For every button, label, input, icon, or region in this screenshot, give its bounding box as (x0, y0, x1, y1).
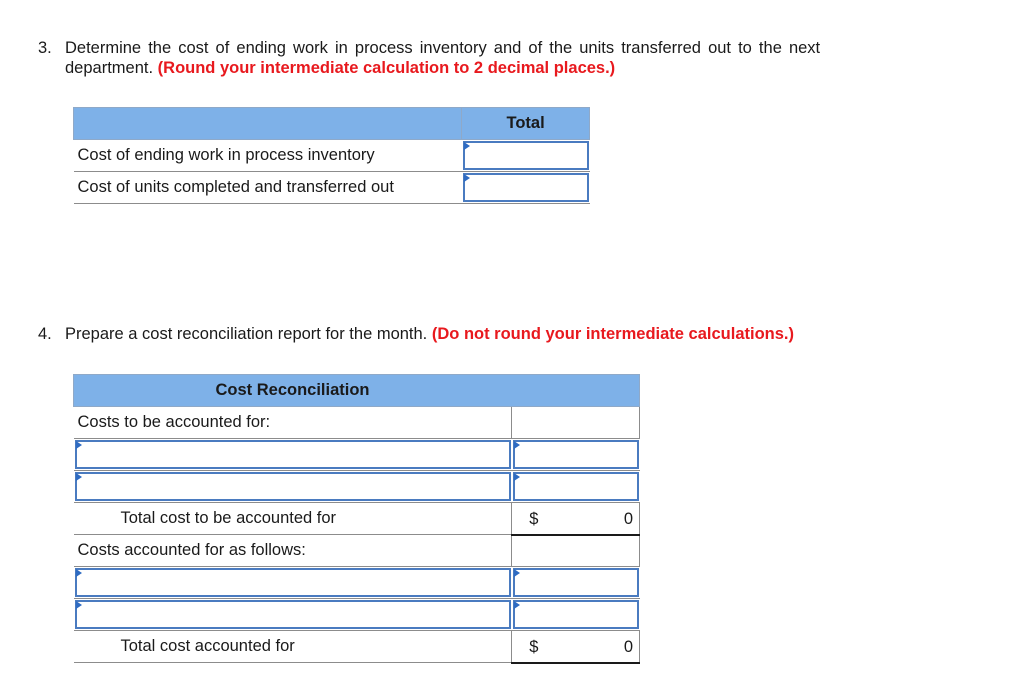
input-marker-icon (514, 441, 520, 449)
total-cost-accounted-amount: 0 (623, 638, 633, 656)
input-marker-icon (514, 473, 520, 481)
currency-symbol: $ (529, 510, 539, 528)
question-3 (38, 38, 938, 78)
input-cell-accounted-value-1 (512, 567, 640, 599)
input-cell-accounted-label-2 (74, 599, 512, 631)
table-row (74, 535, 640, 567)
table-row (74, 140, 590, 172)
cost-accounted-label-input-2[interactable] (75, 600, 511, 629)
total-cost-to-account-amount: 0 (623, 510, 633, 528)
question-3-line2 (38, 58, 938, 78)
question-3-instruction: (Round your intermediate calculation to 2 decimal places.) (157, 59, 616, 77)
total-cost-to-account-label: Total cost to be accounted for (74, 503, 512, 535)
table-row (74, 471, 640, 503)
table-row (74, 503, 640, 535)
input-marker-icon (76, 473, 82, 481)
table-row (74, 567, 640, 599)
section-label-costs-to-account: Costs to be accounted for: (74, 407, 512, 439)
section-label-costs-accounted: Costs accounted for as follows: (74, 535, 512, 567)
input-cell-cost-label-1 (74, 439, 512, 471)
cost-to-account-label-input-2[interactable] (75, 472, 511, 501)
input-marker-icon (76, 601, 82, 609)
table-row (74, 599, 640, 631)
input-cell-transferred-out (462, 172, 590, 204)
question-3-line1 (38, 38, 938, 58)
cost-accounted-value-input-2[interactable] (513, 600, 639, 629)
question-3-text: Determine the cost of ending work in process inventory and of the units transferred out to the next (65, 39, 821, 57)
total-cost-accounted-cell (512, 631, 640, 663)
cost-to-account-value-input-1[interactable] (513, 440, 639, 469)
header-blank-cell (74, 108, 462, 140)
cost-to-account-label-input-1[interactable] (75, 440, 511, 469)
input-marker-icon (76, 441, 82, 449)
table-row (74, 407, 640, 439)
question-3-text-cont: department. (65, 59, 154, 77)
input-cell-ending-wip (462, 140, 590, 172)
input-marker-icon (76, 569, 82, 577)
row-label-transferred-out: Cost of units completed and transferred out (74, 172, 462, 204)
total-cost-to-account-cell (512, 503, 640, 535)
input-marker-icon (464, 174, 470, 182)
table-row (74, 439, 640, 471)
cost-reconciliation-table (73, 374, 640, 664)
question-3-number: 3. (38, 39, 52, 57)
row-label-ending-wip: Cost of ending work in process inventory (74, 140, 462, 172)
cost-accounted-value-input-1[interactable] (513, 568, 639, 597)
header-cost-reconciliation: Cost Reconciliation (74, 375, 640, 407)
total-cost-accounted-label: Total cost accounted for (74, 631, 512, 663)
currency-symbol: $ (529, 638, 539, 656)
table-header-row (74, 375, 640, 407)
input-cell-accounted-label-1 (74, 567, 512, 599)
table-header-row (74, 108, 590, 140)
input-cell-cost-label-2 (74, 471, 512, 503)
question-4-instruction: (Do not round your intermediate calculations.) (431, 325, 794, 343)
input-cell-cost-value-2 (512, 471, 640, 503)
input-marker-icon (464, 142, 470, 150)
table-row (74, 172, 590, 204)
ending-wip-table (73, 107, 590, 204)
header-total: Total (462, 108, 590, 140)
question-4-text: Prepare a cost reconciliation report for the month. (65, 325, 428, 343)
table-row (74, 631, 640, 663)
ending-wip-total-input[interactable] (463, 141, 589, 170)
input-cell-cost-value-1 (512, 439, 640, 471)
input-marker-icon (514, 601, 520, 609)
question-4 (38, 324, 998, 344)
transferred-out-total-input[interactable] (463, 173, 589, 202)
empty-value-cell (512, 407, 640, 439)
cost-accounted-label-input-1[interactable] (75, 568, 511, 597)
question-4-number: 4. (38, 325, 52, 343)
input-cell-accounted-value-2 (512, 599, 640, 631)
cost-to-account-value-input-2[interactable] (513, 472, 639, 501)
input-marker-icon (514, 569, 520, 577)
empty-value-cell (512, 535, 640, 567)
